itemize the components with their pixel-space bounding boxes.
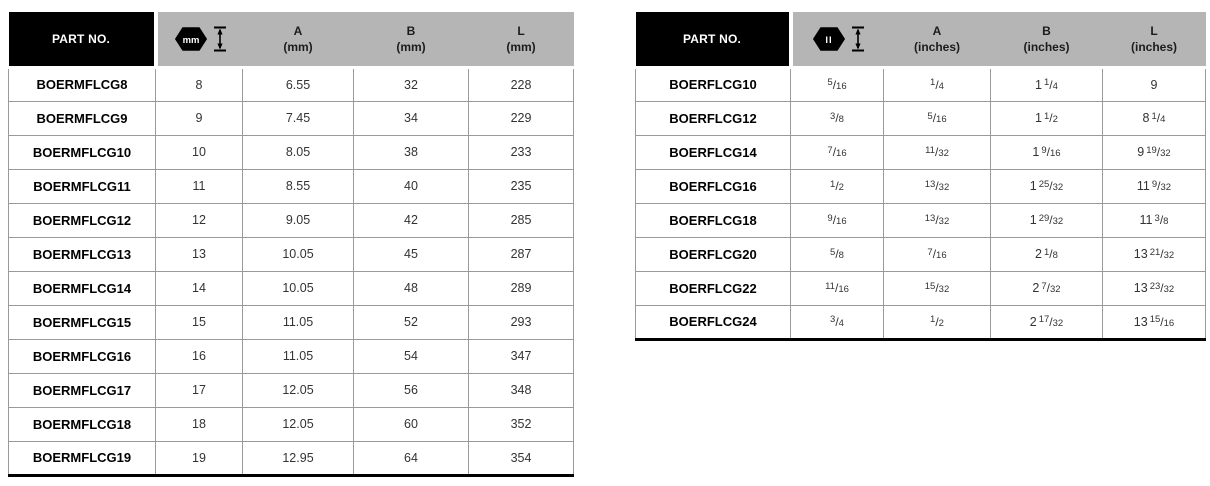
part-no-header: PART NO. xyxy=(636,12,791,67)
value-cell: 40 xyxy=(354,169,469,203)
value-cell: 12 xyxy=(156,203,243,237)
value-cell: 13 $^{21}$/32 xyxy=(1103,237,1206,271)
table-row xyxy=(636,203,1206,237)
col-unit: (mm) xyxy=(506,39,536,54)
value-cell: $^{11}$/32 xyxy=(884,135,991,169)
value-cell: 1 $^9$/16 xyxy=(991,135,1103,169)
value-cell: 17 xyxy=(156,373,243,407)
value-cell: 11 $^9$/32 xyxy=(1103,169,1206,203)
value-cell: $^5$/16 xyxy=(791,67,884,101)
value-cell: 38 xyxy=(354,135,469,169)
part-no-cell: BOERMFLCG9 xyxy=(9,101,156,135)
value-cell: 11.05 xyxy=(243,305,354,339)
value-cell: 287 xyxy=(469,237,574,271)
value-cell: 19 xyxy=(156,441,243,475)
value-cell: 11 xyxy=(156,169,243,203)
table-row xyxy=(9,305,574,339)
table-row xyxy=(9,203,574,237)
value-cell: 12.95 xyxy=(243,441,354,475)
value-cell: 8 xyxy=(156,67,243,101)
hex-unit-label: II xyxy=(824,34,833,46)
value-cell: 9 xyxy=(156,101,243,135)
col-header-a xyxy=(243,12,354,67)
value-cell: 16 xyxy=(156,339,243,373)
value-cell: 13 xyxy=(156,237,243,271)
value-cell: 233 xyxy=(469,135,574,169)
table-row xyxy=(9,271,574,305)
col-header-a xyxy=(884,12,991,67)
table-row xyxy=(636,67,1206,101)
col-header-l xyxy=(469,12,574,67)
part-no-cell: BOERFLCG12 xyxy=(636,101,791,135)
value-cell: $^1$/4 xyxy=(884,67,991,101)
value-cell: 32 xyxy=(354,67,469,101)
value-cell: 9 xyxy=(1103,67,1206,101)
value-cell: 56 xyxy=(354,373,469,407)
value-cell: 352 xyxy=(469,407,574,441)
table-row xyxy=(9,135,574,169)
table-row xyxy=(9,237,574,271)
table-row xyxy=(636,135,1206,169)
table-row xyxy=(9,407,574,441)
table-row xyxy=(636,237,1206,271)
col-header-b xyxy=(991,12,1103,67)
value-cell: $^7$/16 xyxy=(791,135,884,169)
value-cell: $^{13}$/32 xyxy=(884,169,991,203)
value-cell: 15 xyxy=(156,305,243,339)
col-letter: B xyxy=(1042,23,1051,38)
value-cell: 348 xyxy=(469,373,574,407)
table-row xyxy=(636,305,1206,339)
value-cell: 1 $^1$/2 xyxy=(991,101,1103,135)
value-cell: 10.05 xyxy=(243,237,354,271)
value-cell: 7.45 xyxy=(243,101,354,135)
height-dimension-icon xyxy=(851,24,865,54)
part-no-cell: BOERFLCG20 xyxy=(636,237,791,271)
col-letter: A xyxy=(293,23,303,38)
table-row xyxy=(9,339,574,373)
part-no-cell: BOERFLCG16 xyxy=(636,169,791,203)
col-header-b xyxy=(354,12,469,67)
part-no-cell: BOERMFLCG13 xyxy=(9,237,156,271)
col-header-l xyxy=(1103,12,1206,67)
part-no-cell: BOERMFLCG10 xyxy=(9,135,156,169)
value-cell: 229 xyxy=(469,101,574,135)
value-cell: $^1$/2 xyxy=(791,169,884,203)
part-no-cell: BOERMFLCG17 xyxy=(9,373,156,407)
value-cell: 228 xyxy=(469,67,574,101)
height-dimension-icon xyxy=(213,24,227,54)
value-cell: 293 xyxy=(469,305,574,339)
hexagon-mm-icon xyxy=(174,24,208,54)
value-cell: $^3$/4 xyxy=(791,305,884,339)
col-letter: B xyxy=(406,23,416,38)
part-no-cell: BOERFLCG22 xyxy=(636,271,791,305)
value-cell: 1 $^{29}$/32 xyxy=(991,203,1103,237)
value-cell: 8.55 xyxy=(243,169,354,203)
value-cell: 14 xyxy=(156,271,243,305)
col-unit: (inches) xyxy=(1023,39,1070,54)
value-cell: 13 $^{15}$/16 xyxy=(1103,305,1206,339)
col-unit: (inches) xyxy=(913,39,960,54)
value-cell: 18 xyxy=(156,407,243,441)
part-no-cell: BOERFLCG18 xyxy=(636,203,791,237)
part-no-cell: BOERFLCG14 xyxy=(636,135,791,169)
table-row xyxy=(9,169,574,203)
value-cell: 6.55 xyxy=(243,67,354,101)
value-cell: $^{15}$/32 xyxy=(884,271,991,305)
header-row xyxy=(9,12,574,67)
value-cell: $^3$/8 xyxy=(791,101,884,135)
value-cell: 2 $^1$/8 xyxy=(991,237,1103,271)
value-cell: 52 xyxy=(354,305,469,339)
table-row xyxy=(9,373,574,407)
value-cell: 13 $^{23}$/32 xyxy=(1103,271,1206,305)
value-cell: 54 xyxy=(354,339,469,373)
value-cell: 354 xyxy=(469,441,574,475)
col-unit: (mm) xyxy=(396,39,426,54)
value-cell: 11.05 xyxy=(243,339,354,373)
col-unit: (inches) xyxy=(1130,39,1177,54)
value-cell: $^9$/16 xyxy=(791,203,884,237)
value-cell: 42 xyxy=(354,203,469,237)
part-no-cell: BOERMFLCG19 xyxy=(9,441,156,475)
value-cell: 45 xyxy=(354,237,469,271)
hex-size-header xyxy=(791,12,884,67)
table-row xyxy=(9,441,574,475)
table-row xyxy=(636,271,1206,305)
value-cell: $^1$/2 xyxy=(884,305,991,339)
value-cell: 2 $^{17}$/32 xyxy=(991,305,1103,339)
part-no-cell: BOERMFLCG15 xyxy=(9,305,156,339)
value-cell: 8.05 xyxy=(243,135,354,169)
part-no-cell: BOERMFLCG8 xyxy=(9,67,156,101)
value-cell: $^5$/16 xyxy=(884,101,991,135)
part-no-cell: BOERFLCG24 xyxy=(636,305,791,339)
value-cell: 347 xyxy=(469,339,574,373)
value-cell: 289 xyxy=(469,271,574,305)
value-cell: 10.05 xyxy=(243,271,354,305)
table-row xyxy=(636,169,1206,203)
value-cell: 34 xyxy=(354,101,469,135)
table-row xyxy=(9,101,574,135)
col-unit: (mm) xyxy=(283,39,313,54)
imperial-spec-table xyxy=(635,12,1206,341)
value-cell: 1 $^1$/4 xyxy=(991,67,1103,101)
value-cell: 8 $^1$/4 xyxy=(1103,101,1206,135)
value-cell: 48 xyxy=(354,271,469,305)
value-cell: 60 xyxy=(354,407,469,441)
table-row xyxy=(9,67,574,101)
table-row xyxy=(636,101,1206,135)
value-cell: 64 xyxy=(354,441,469,475)
value-cell: $^{11}$/16 xyxy=(791,271,884,305)
part-no-cell: BOERMFLCG11 xyxy=(9,169,156,203)
col-letter: A xyxy=(932,23,942,38)
col-letter: L xyxy=(1150,23,1158,38)
value-cell: 9 $^{19}$/32 xyxy=(1103,135,1206,169)
part-no-header: PART NO. xyxy=(9,12,156,67)
part-no-cell: BOERFLCG10 xyxy=(636,67,791,101)
value-cell: 9.05 xyxy=(243,203,354,237)
value-cell: 11 $^3$/8 xyxy=(1103,203,1206,237)
hex-size-header xyxy=(156,12,243,67)
value-cell: $^5$/8 xyxy=(791,237,884,271)
col-letter: L xyxy=(517,23,525,38)
value-cell: 12.05 xyxy=(243,373,354,407)
hex-unit-label: mm xyxy=(182,34,199,46)
value-cell: 12.05 xyxy=(243,407,354,441)
value-cell: 235 xyxy=(469,169,574,203)
value-cell: 285 xyxy=(469,203,574,237)
part-no-cell: BOERMFLCG16 xyxy=(9,339,156,373)
header-row xyxy=(636,12,1206,67)
part-no-cell: BOERMFLCG14 xyxy=(9,271,156,305)
part-no-cell: BOERMFLCG18 xyxy=(9,407,156,441)
value-cell: $^{13}$/32 xyxy=(884,203,991,237)
metric-spec-table xyxy=(8,12,574,477)
hexagon-inches-icon xyxy=(812,24,846,54)
value-cell: 1 $^{25}$/32 xyxy=(991,169,1103,203)
value-cell: 2 $^7$/32 xyxy=(991,271,1103,305)
value-cell: 10 xyxy=(156,135,243,169)
value-cell: $^7$/16 xyxy=(884,237,991,271)
part-no-cell: BOERMFLCG12 xyxy=(9,203,156,237)
